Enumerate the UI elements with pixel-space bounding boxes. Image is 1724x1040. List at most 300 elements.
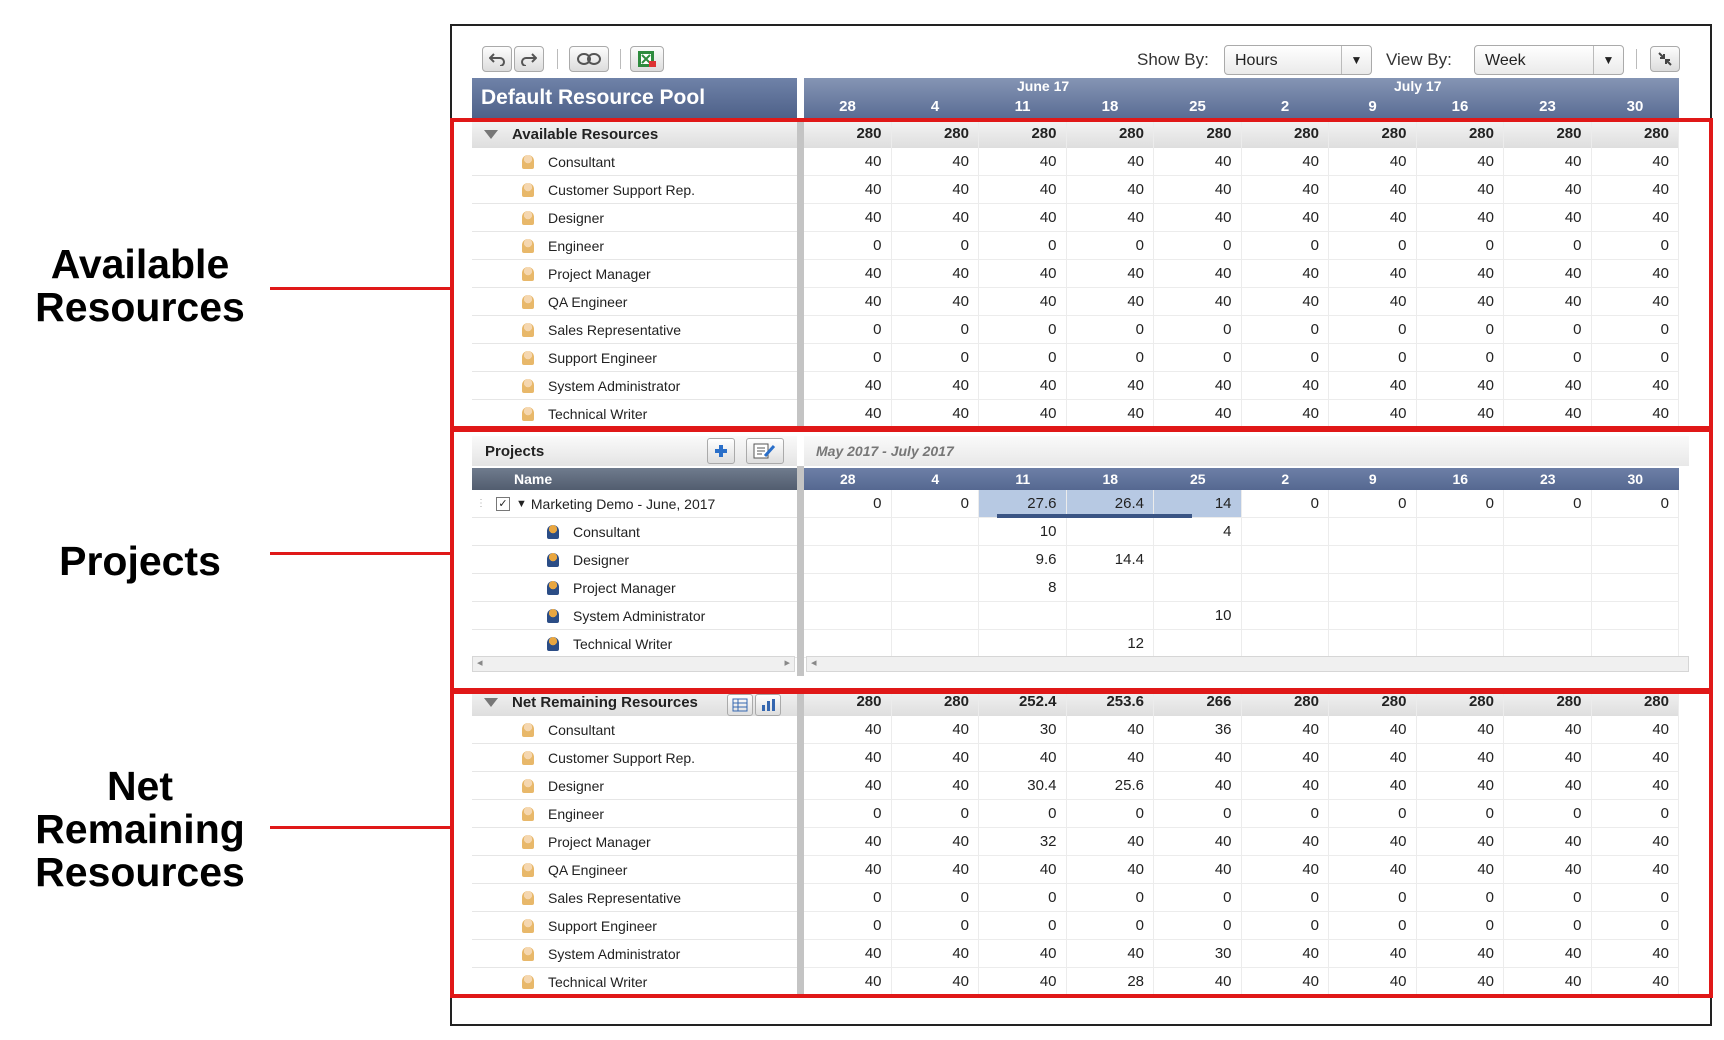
value-cell[interactable]: 280 bbox=[1242, 120, 1330, 148]
value-cell[interactable]: 40 bbox=[804, 744, 892, 771]
value-cell[interactable]: 0 bbox=[1417, 912, 1505, 939]
value-cell[interactable]: 40 bbox=[1154, 856, 1242, 883]
value-cell[interactable]: 0 bbox=[1504, 316, 1592, 343]
value-cell[interactable]: 26.4 bbox=[1067, 490, 1155, 517]
value-cell[interactable]: 40 bbox=[1154, 400, 1242, 427]
value-cell[interactable]: 280 bbox=[1154, 120, 1242, 148]
scroll-right-icon[interactable]: ▸ bbox=[784, 657, 790, 669]
value-cell[interactable]: 40 bbox=[1504, 400, 1592, 427]
value-cell[interactable] bbox=[1417, 630, 1505, 657]
value-cell[interactable]: 40 bbox=[1242, 940, 1330, 967]
value-cell[interactable] bbox=[1592, 546, 1680, 573]
value-cell[interactable]: 0 bbox=[892, 884, 980, 911]
value-cell[interactable]: 40 bbox=[1242, 716, 1330, 743]
value-cell[interactable] bbox=[1329, 518, 1417, 545]
value-cell[interactable]: 0 bbox=[1592, 800, 1680, 827]
value-cell[interactable]: 0 bbox=[1242, 316, 1330, 343]
value-cell[interactable]: 0 bbox=[804, 884, 892, 911]
value-cell[interactable]: 253.6 bbox=[1067, 688, 1155, 716]
assignment-row[interactable] bbox=[472, 574, 797, 602]
resource-row[interactable] bbox=[472, 176, 797, 204]
value-cell[interactable]: 40 bbox=[1329, 204, 1417, 231]
value-cell[interactable]: 40 bbox=[979, 744, 1067, 771]
value-cell[interactable]: 40 bbox=[1417, 940, 1505, 967]
value-cell[interactable]: 0 bbox=[1329, 800, 1417, 827]
value-cell[interactable]: 40 bbox=[1504, 148, 1592, 175]
value-cell[interactable]: 40 bbox=[1329, 176, 1417, 203]
value-cell[interactable]: 40 bbox=[1242, 744, 1330, 771]
resource-row[interactable] bbox=[472, 400, 797, 428]
value-cell[interactable]: 0 bbox=[979, 344, 1067, 371]
value-cell[interactable]: 280 bbox=[804, 688, 892, 716]
value-cell[interactable]: 40 bbox=[892, 176, 980, 203]
value-cell[interactable]: 0 bbox=[804, 912, 892, 939]
resource-row[interactable] bbox=[472, 856, 797, 884]
projects-grid-scrollbar[interactable] bbox=[806, 656, 1689, 672]
value-cell[interactable]: 40 bbox=[1242, 372, 1330, 399]
value-cell[interactable]: 0 bbox=[1154, 316, 1242, 343]
drag-handle-icon[interactable]: ⋮ bbox=[476, 498, 486, 509]
value-cell[interactable] bbox=[892, 518, 980, 545]
value-cell[interactable]: 0 bbox=[1329, 232, 1417, 259]
value-cell[interactable]: 40 bbox=[892, 204, 980, 231]
value-cell[interactable]: 40 bbox=[1592, 828, 1680, 855]
value-cell[interactable] bbox=[979, 630, 1067, 657]
value-cell[interactable]: 0 bbox=[804, 490, 892, 517]
value-cell[interactable]: 40 bbox=[1417, 772, 1505, 799]
value-cell[interactable]: 30.4 bbox=[979, 772, 1067, 799]
value-cell[interactable]: 40 bbox=[892, 828, 980, 855]
value-cell[interactable]: 40 bbox=[892, 716, 980, 743]
value-cell[interactable]: 0 bbox=[1592, 344, 1680, 371]
value-cell[interactable]: 0 bbox=[1417, 800, 1505, 827]
value-cell[interactable]: 40 bbox=[1504, 288, 1592, 315]
value-cell[interactable]: 40 bbox=[1067, 856, 1155, 883]
link-button[interactable] bbox=[569, 46, 609, 72]
value-cell[interactable]: 36 bbox=[1154, 716, 1242, 743]
resource-row[interactable] bbox=[472, 204, 797, 232]
value-cell[interactable]: 40 bbox=[1504, 772, 1592, 799]
value-cell[interactable] bbox=[1329, 630, 1417, 657]
value-cell[interactable]: 40 bbox=[1417, 856, 1505, 883]
value-cell[interactable]: 40 bbox=[1154, 968, 1242, 995]
value-cell[interactable]: 40 bbox=[1329, 828, 1417, 855]
value-cell[interactable]: 25.6 bbox=[1067, 772, 1155, 799]
value-cell[interactable]: 27.6 bbox=[979, 490, 1067, 517]
value-cell[interactable] bbox=[1242, 574, 1330, 601]
value-cell[interactable]: 40 bbox=[979, 204, 1067, 231]
pane-splitter[interactable] bbox=[797, 118, 804, 428]
value-cell[interactable] bbox=[804, 574, 892, 601]
value-cell[interactable]: 0 bbox=[1154, 344, 1242, 371]
value-cell[interactable] bbox=[804, 602, 892, 629]
value-cell[interactable]: 40 bbox=[1504, 744, 1592, 771]
value-cell[interactable]: 280 bbox=[1504, 688, 1592, 716]
value-cell[interactable]: 0 bbox=[1504, 884, 1592, 911]
value-cell[interactable]: 40 bbox=[1329, 716, 1417, 743]
value-cell[interactable]: 0 bbox=[892, 232, 980, 259]
value-cell[interactable] bbox=[1504, 602, 1592, 629]
value-cell[interactable]: 40 bbox=[1329, 148, 1417, 175]
project-row[interactable] bbox=[472, 490, 797, 518]
value-cell[interactable]: 0 bbox=[1504, 800, 1592, 827]
value-cell[interactable]: 40 bbox=[892, 744, 980, 771]
value-cell[interactable]: 9.6 bbox=[979, 546, 1067, 573]
resource-row[interactable] bbox=[472, 288, 797, 316]
value-cell[interactable]: 40 bbox=[1067, 372, 1155, 399]
value-cell[interactable]: 280 bbox=[979, 120, 1067, 148]
value-cell[interactable]: 40 bbox=[1067, 828, 1155, 855]
value-cell[interactable]: 40 bbox=[1067, 400, 1155, 427]
resource-row[interactable] bbox=[472, 968, 797, 996]
value-cell[interactable]: 0 bbox=[1592, 490, 1680, 517]
resource-row[interactable] bbox=[472, 912, 797, 940]
value-cell[interactable]: 40 bbox=[804, 716, 892, 743]
value-cell[interactable]: 40 bbox=[1417, 288, 1505, 315]
collapse-button[interactable] bbox=[1650, 46, 1680, 72]
value-cell[interactable]: 40 bbox=[804, 288, 892, 315]
value-cell[interactable]: 40 bbox=[804, 260, 892, 287]
scroll-left-icon[interactable]: ◂ bbox=[811, 657, 817, 669]
add-project-button[interactable] bbox=[707, 438, 735, 464]
value-cell[interactable]: 40 bbox=[892, 400, 980, 427]
view-by-select[interactable] bbox=[1474, 45, 1624, 75]
value-cell[interactable]: 40 bbox=[892, 288, 980, 315]
value-cell[interactable] bbox=[1154, 574, 1242, 601]
assignment-row[interactable] bbox=[472, 518, 797, 546]
edit-project-button[interactable] bbox=[746, 438, 784, 464]
value-cell[interactable]: 280 bbox=[1067, 120, 1155, 148]
chart-view-button[interactable] bbox=[755, 694, 781, 716]
value-cell[interactable]: 40 bbox=[892, 260, 980, 287]
value-cell[interactable]: 40 bbox=[892, 968, 980, 995]
value-cell[interactable]: 40 bbox=[1592, 940, 1680, 967]
value-cell[interactable]: 40 bbox=[804, 148, 892, 175]
value-cell[interactable] bbox=[1417, 518, 1505, 545]
value-cell[interactable]: 40 bbox=[1592, 716, 1680, 743]
value-cell[interactable]: 40 bbox=[1242, 828, 1330, 855]
value-cell[interactable]: 0 bbox=[979, 912, 1067, 939]
value-cell[interactable]: 8 bbox=[979, 574, 1067, 601]
value-cell[interactable]: 40 bbox=[1504, 372, 1592, 399]
value-cell[interactable]: 40 bbox=[804, 176, 892, 203]
value-cell[interactable]: 0 bbox=[1504, 344, 1592, 371]
pane-splitter[interactable] bbox=[797, 694, 804, 994]
value-cell[interactable]: 0 bbox=[1592, 912, 1680, 939]
value-cell[interactable]: 0 bbox=[1329, 316, 1417, 343]
value-cell[interactable]: 40 bbox=[979, 400, 1067, 427]
value-cell[interactable]: 40 bbox=[1417, 260, 1505, 287]
value-cell[interactable] bbox=[1329, 602, 1417, 629]
value-cell[interactable]: 280 bbox=[1329, 688, 1417, 716]
value-cell[interactable]: 40 bbox=[1154, 148, 1242, 175]
value-cell[interactable]: 40 bbox=[1154, 772, 1242, 799]
value-cell[interactable] bbox=[1067, 602, 1155, 629]
value-cell[interactable]: 280 bbox=[892, 688, 980, 716]
value-cell[interactable]: 40 bbox=[1067, 204, 1155, 231]
resource-row[interactable] bbox=[472, 800, 797, 828]
value-cell[interactable]: 266 bbox=[1154, 688, 1242, 716]
value-cell[interactable]: 40 bbox=[1242, 968, 1330, 995]
value-cell[interactable]: 40 bbox=[1067, 148, 1155, 175]
value-cell[interactable]: 40 bbox=[1417, 400, 1505, 427]
value-cell[interactable] bbox=[1154, 546, 1242, 573]
value-cell[interactable]: 0 bbox=[1329, 912, 1417, 939]
value-cell[interactable]: 0 bbox=[804, 800, 892, 827]
value-cell[interactable] bbox=[892, 602, 980, 629]
value-cell[interactable] bbox=[1504, 518, 1592, 545]
project-checkbox[interactable]: ✓ bbox=[496, 497, 510, 511]
value-cell[interactable] bbox=[1242, 630, 1330, 657]
value-cell[interactable]: 0 bbox=[1067, 344, 1155, 371]
value-cell[interactable] bbox=[804, 546, 892, 573]
value-cell[interactable]: 0 bbox=[1329, 344, 1417, 371]
value-cell[interactable]: 40 bbox=[1504, 968, 1592, 995]
value-cell[interactable]: 30 bbox=[1154, 940, 1242, 967]
value-cell[interactable]: 40 bbox=[1329, 940, 1417, 967]
available-header-row[interactable] bbox=[472, 120, 797, 148]
show-by-select[interactable] bbox=[1224, 45, 1372, 75]
value-cell[interactable]: 40 bbox=[1329, 400, 1417, 427]
redo-button[interactable] bbox=[514, 46, 544, 72]
value-cell[interactable]: 280 bbox=[892, 120, 980, 148]
value-cell[interactable]: 0 bbox=[1504, 490, 1592, 517]
scroll-left-icon[interactable]: ◂ bbox=[477, 657, 483, 669]
value-cell[interactable]: 40 bbox=[1417, 176, 1505, 203]
value-cell[interactable]: 40 bbox=[1329, 288, 1417, 315]
value-cell[interactable] bbox=[1242, 602, 1330, 629]
name-column-header[interactable]: Name bbox=[472, 468, 797, 490]
value-cell[interactable] bbox=[1592, 602, 1680, 629]
value-cell[interactable]: 40 bbox=[892, 372, 980, 399]
value-cell[interactable]: 40 bbox=[1154, 260, 1242, 287]
value-cell[interactable]: 40 bbox=[1592, 288, 1680, 315]
value-cell[interactable]: 0 bbox=[1067, 232, 1155, 259]
value-cell[interactable] bbox=[1592, 574, 1680, 601]
value-cell[interactable] bbox=[1592, 518, 1680, 545]
value-cell[interactable]: 40 bbox=[1329, 772, 1417, 799]
resource-row[interactable] bbox=[472, 316, 797, 344]
value-cell[interactable] bbox=[892, 546, 980, 573]
value-cell[interactable]: 40 bbox=[1592, 176, 1680, 203]
value-cell[interactable]: 40 bbox=[1242, 260, 1330, 287]
value-cell[interactable]: 40 bbox=[1504, 176, 1592, 203]
value-cell[interactable]: 40 bbox=[1592, 260, 1680, 287]
value-cell[interactable]: 40 bbox=[1592, 148, 1680, 175]
value-cell[interactable]: 0 bbox=[1242, 344, 1330, 371]
value-cell[interactable]: 40 bbox=[979, 288, 1067, 315]
excel-export-button[interactable] bbox=[630, 46, 664, 72]
value-cell[interactable] bbox=[804, 630, 892, 657]
resource-row[interactable] bbox=[472, 940, 797, 968]
value-cell[interactable]: 40 bbox=[1417, 148, 1505, 175]
value-cell[interactable]: 40 bbox=[804, 856, 892, 883]
value-cell[interactable] bbox=[1067, 518, 1155, 545]
value-cell[interactable]: 0 bbox=[1154, 800, 1242, 827]
value-cell[interactable]: 40 bbox=[804, 940, 892, 967]
value-cell[interactable]: 280 bbox=[1417, 688, 1505, 716]
value-cell[interactable]: 40 bbox=[1067, 744, 1155, 771]
value-cell[interactable]: 0 bbox=[1417, 316, 1505, 343]
value-cell[interactable] bbox=[1504, 630, 1592, 657]
value-cell[interactable]: 40 bbox=[1329, 968, 1417, 995]
resource-row[interactable] bbox=[472, 744, 797, 772]
value-cell[interactable]: 40 bbox=[979, 260, 1067, 287]
value-cell[interactable]: 40 bbox=[1504, 716, 1592, 743]
value-cell[interactable]: 0 bbox=[1592, 316, 1680, 343]
value-cell[interactable] bbox=[1329, 546, 1417, 573]
collapse-triangle-icon[interactable] bbox=[484, 130, 498, 139]
value-cell[interactable]: 0 bbox=[1242, 232, 1330, 259]
value-cell[interactable]: 28 bbox=[1067, 968, 1155, 995]
value-cell[interactable]: 0 bbox=[1329, 884, 1417, 911]
value-cell[interactable]: 0 bbox=[1067, 912, 1155, 939]
resource-row[interactable] bbox=[472, 148, 797, 176]
value-cell[interactable]: 32 bbox=[979, 828, 1067, 855]
value-cell[interactable]: 0 bbox=[1417, 344, 1505, 371]
value-cell[interactable]: 40 bbox=[1417, 828, 1505, 855]
value-cell[interactable] bbox=[1417, 546, 1505, 573]
value-cell[interactable]: 40 bbox=[979, 940, 1067, 967]
value-cell[interactable] bbox=[1417, 574, 1505, 601]
value-cell[interactable]: 40 bbox=[979, 968, 1067, 995]
value-cell[interactable]: 40 bbox=[979, 372, 1067, 399]
value-cell[interactable]: 40 bbox=[1592, 372, 1680, 399]
value-cell[interactable]: 40 bbox=[1067, 716, 1155, 743]
value-cell[interactable]: 0 bbox=[1417, 884, 1505, 911]
value-cell[interactable]: 280 bbox=[1592, 120, 1680, 148]
value-cell[interactable]: 0 bbox=[1417, 232, 1505, 259]
value-cell[interactable]: 40 bbox=[892, 856, 980, 883]
value-cell[interactable]: 40 bbox=[1242, 148, 1330, 175]
value-cell[interactable]: 40 bbox=[804, 968, 892, 995]
value-cell[interactable]: 40 bbox=[1504, 260, 1592, 287]
value-cell[interactable]: 0 bbox=[1592, 884, 1680, 911]
value-cell[interactable] bbox=[1242, 546, 1330, 573]
value-cell[interactable]: 0 bbox=[1067, 800, 1155, 827]
collapse-triangle-icon[interactable] bbox=[484, 698, 498, 707]
value-cell[interactable]: 40 bbox=[1417, 204, 1505, 231]
value-cell[interactable]: 40 bbox=[804, 828, 892, 855]
value-cell[interactable]: 40 bbox=[1592, 856, 1680, 883]
resource-row[interactable] bbox=[472, 372, 797, 400]
value-cell[interactable]: 40 bbox=[804, 772, 892, 799]
value-cell[interactable] bbox=[1592, 630, 1680, 657]
value-cell[interactable] bbox=[804, 518, 892, 545]
value-cell[interactable] bbox=[1504, 546, 1592, 573]
assignment-row[interactable] bbox=[472, 630, 797, 658]
value-cell[interactable]: 0 bbox=[979, 232, 1067, 259]
value-cell[interactable]: 40 bbox=[1242, 772, 1330, 799]
value-cell[interactable]: 40 bbox=[1154, 372, 1242, 399]
value-cell[interactable]: 40 bbox=[1242, 176, 1330, 203]
value-cell[interactable]: 40 bbox=[1242, 400, 1330, 427]
value-cell[interactable]: 40 bbox=[1067, 288, 1155, 315]
value-cell[interactable]: 40 bbox=[892, 148, 980, 175]
value-cell[interactable]: 0 bbox=[979, 884, 1067, 911]
resource-row[interactable] bbox=[472, 828, 797, 856]
resource-row[interactable] bbox=[472, 716, 797, 744]
value-cell[interactable]: 0 bbox=[804, 344, 892, 371]
value-cell[interactable]: 40 bbox=[1417, 372, 1505, 399]
resource-row[interactable] bbox=[472, 772, 797, 800]
value-cell[interactable]: 40 bbox=[804, 204, 892, 231]
value-cell[interactable]: 40 bbox=[892, 772, 980, 799]
value-cell[interactable]: 0 bbox=[892, 490, 980, 517]
value-cell[interactable]: 40 bbox=[1329, 372, 1417, 399]
assignment-row[interactable] bbox=[472, 546, 797, 574]
value-cell[interactable]: 40 bbox=[1417, 716, 1505, 743]
value-cell[interactable]: 40 bbox=[804, 400, 892, 427]
grid-view-button[interactable] bbox=[727, 694, 753, 716]
value-cell[interactable]: 40 bbox=[1067, 176, 1155, 203]
undo-button[interactable] bbox=[482, 46, 512, 72]
expand-triangle-icon[interactable]: ▼ bbox=[516, 497, 527, 510]
value-cell[interactable] bbox=[1154, 630, 1242, 657]
value-cell[interactable]: 40 bbox=[1329, 856, 1417, 883]
value-cell[interactable]: 40 bbox=[1242, 204, 1330, 231]
value-cell[interactable] bbox=[1504, 574, 1592, 601]
value-cell[interactable]: 40 bbox=[1592, 744, 1680, 771]
value-cell[interactable]: 40 bbox=[1504, 940, 1592, 967]
value-cell[interactable]: 40 bbox=[1592, 968, 1680, 995]
value-cell[interactable]: 0 bbox=[892, 912, 980, 939]
value-cell[interactable]: 0 bbox=[1154, 232, 1242, 259]
value-cell[interactable]: 14 bbox=[1154, 490, 1242, 517]
value-cell[interactable] bbox=[1329, 574, 1417, 601]
value-cell[interactable]: 0 bbox=[1242, 800, 1330, 827]
value-cell[interactable]: 252.4 bbox=[979, 688, 1067, 716]
value-cell[interactable]: 0 bbox=[1504, 232, 1592, 259]
value-cell[interactable]: 40 bbox=[1154, 828, 1242, 855]
value-cell[interactable]: 0 bbox=[892, 316, 980, 343]
value-cell[interactable]: 40 bbox=[1242, 856, 1330, 883]
value-cell[interactable]: 40 bbox=[1592, 772, 1680, 799]
value-cell[interactable] bbox=[979, 602, 1067, 629]
value-cell[interactable] bbox=[1417, 602, 1505, 629]
value-cell[interactable]: 40 bbox=[1504, 828, 1592, 855]
value-cell[interactable]: 0 bbox=[1329, 490, 1417, 517]
value-cell[interactable]: 0 bbox=[1154, 884, 1242, 911]
value-cell[interactable]: 280 bbox=[1417, 120, 1505, 148]
projects-name-scrollbar[interactable] bbox=[472, 656, 795, 672]
value-cell[interactable] bbox=[892, 630, 980, 657]
value-cell[interactable]: 40 bbox=[1329, 744, 1417, 771]
value-cell[interactable]: 0 bbox=[1242, 490, 1330, 517]
value-cell[interactable]: 40 bbox=[1417, 968, 1505, 995]
value-cell[interactable]: 280 bbox=[1242, 688, 1330, 716]
value-cell[interactable]: 0 bbox=[1417, 490, 1505, 517]
value-cell[interactable]: 40 bbox=[1154, 744, 1242, 771]
value-cell[interactable]: 40 bbox=[1504, 856, 1592, 883]
value-cell[interactable]: 280 bbox=[1504, 120, 1592, 148]
value-cell[interactable]: 0 bbox=[892, 344, 980, 371]
value-cell[interactable]: 0 bbox=[1242, 912, 1330, 939]
value-cell[interactable]: 40 bbox=[1154, 176, 1242, 203]
value-cell[interactable]: 10 bbox=[1154, 602, 1242, 629]
value-cell[interactable]: 10 bbox=[979, 518, 1067, 545]
value-cell[interactable]: 0 bbox=[892, 800, 980, 827]
value-cell[interactable]: 40 bbox=[1067, 260, 1155, 287]
value-cell[interactable]: 40 bbox=[1504, 204, 1592, 231]
value-cell[interactable] bbox=[1242, 518, 1330, 545]
value-cell[interactable]: 0 bbox=[979, 800, 1067, 827]
value-cell[interactable]: 0 bbox=[804, 232, 892, 259]
value-cell[interactable]: 40 bbox=[979, 856, 1067, 883]
value-cell[interactable]: 280 bbox=[1592, 688, 1680, 716]
value-cell[interactable]: 0 bbox=[1154, 912, 1242, 939]
value-cell[interactable]: 0 bbox=[1067, 316, 1155, 343]
